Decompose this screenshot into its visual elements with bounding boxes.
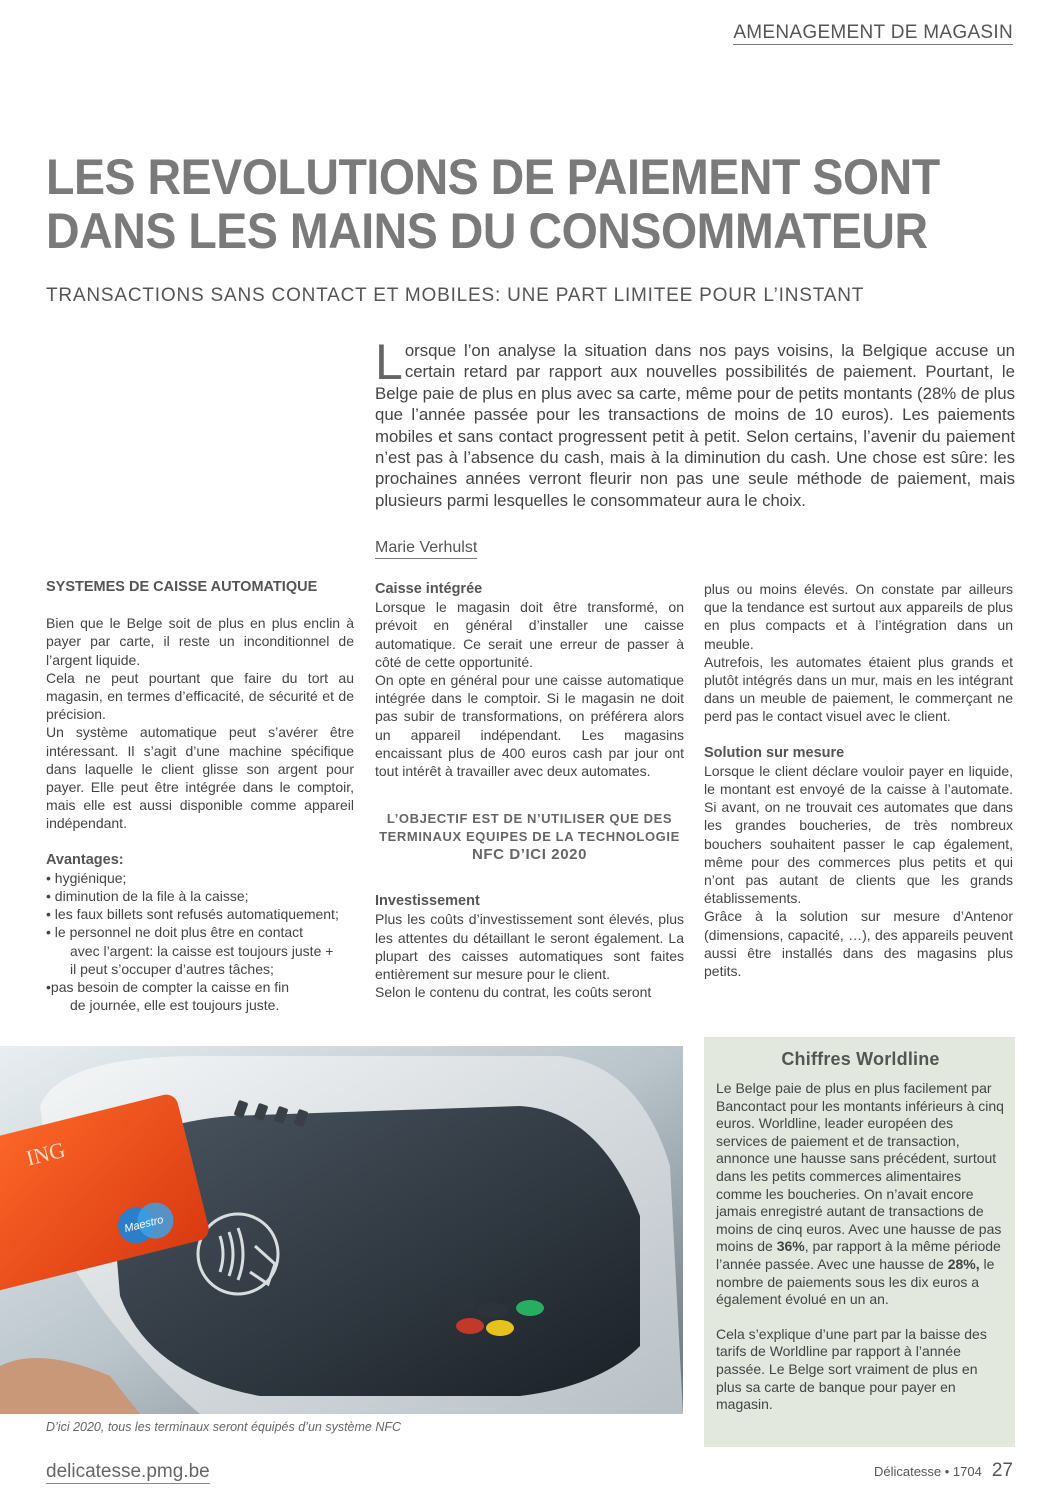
paragraph: Cela ne peut pourtant que faire du tort au magasin, en termes d’efficacité, de sécurité et de précision.: [46, 669, 354, 723]
list-item: • hygiénique;: [46, 869, 127, 886]
magazine-issue: Délicatesse • 1704: [873, 1464, 982, 1479]
paragraph: Bien que le Belge soit de plus en plus enclin à payer par carte, il reste un inconditionnel de l’argent liquide.: [46, 615, 354, 668]
paragraph: Autrefois, les automates étaient plus grands et plutôt intégrés dans un mur, mais en les intégrant dans un meuble de paiement, le commerçant ne perd pas le contact visuel avec le client.: [704, 653, 1013, 725]
list-item: [46, 923, 354, 978]
advantages-heading: Avantages:: [46, 851, 124, 868]
column-2: [375, 580, 684, 1001]
list-item: • diminution de la file à la caisse;: [46, 888, 249, 905]
subheading: Solution sur mesure: [704, 744, 845, 761]
list-item-text: •pas besoin de compter la caisse en fin: [46, 979, 290, 996]
card-bank-text: ING: [23, 1136, 68, 1171]
list-item: [46, 978, 354, 1014]
highlight-28: 28%,: [947, 1255, 980, 1272]
payment-terminal-photo: [0, 1046, 683, 1414]
column-3: [704, 580, 1013, 980]
paragraph: Plus les coûts d’investissement sont élevés, plus les attentes du détaillant le seront également. La plupart des caisses automatiques sont faites entièrement sur mesure pour le client.: [375, 911, 684, 983]
terminal-illustration: [0, 1046, 683, 1414]
lead-paragraph: [375, 334, 1015, 511]
article-title: [46, 150, 957, 258]
paragraph: On opte en général pour une caisse automatique intégrée dans le comptoir. Si le magasin ne doit pas subir de transformations, on préférera alors un appareil indépendant. Les magasins encaissant plus de 400 euros cash par jour ont tout intérêt à travailler avec deux automates.: [375, 672, 684, 780]
lead-text: orsque l’on analyse la situation dans nos pays voisins, la Belgique accuse un certain retard par rapport aux nouvelles possibilités de paiement. Pourtant, le Belge paie de plus en plus avec sa carte, même pour de petits montants (28% de plus que l’année passée pour les transactions de moins de 10 euros). Les paiements mobiles et sans contact progressent petit à petit. Selon certains, l’avenir du paiement n’est pas à l’absence du cash, mais à la diminution du cash. Une chose est sûre: les prochaines années verront fleurir non pas une seule méthode de paiement, mais plusieurs parmi lesquelles le consommateur aura le choix.: [375, 341, 1015, 510]
pull-quote-line: L’OBJECTIF EST DE N’UTILISER QUE DES: [386, 811, 673, 827]
pull-quote-line: TERMINAUX EQUIPES DE LA TECHNOLOGIE: [379, 829, 680, 845]
box-paragraph: Le Belge paie de plus en plus facilement par Bancontact pour les montants inférieurs à cinq euros. Worldline, leader européen des services de paiement et de transaction, annonce une hausse sans précédent, surtout dans les petits commerces alimentaires comme les boucheries. On n’avait encore jamais enregistré autant de transactions de moins de cinq euros. Avec une hausse de pas moins de 36%, par rapport à la même période l’année passée. Avec une hausse de 28%, le nombre de paiements sous les dix euros a également évolué en un an.: [716, 1080, 1004, 1308]
author-byline: Marie Verhulst: [375, 538, 477, 559]
paragraph: Lorsque le client déclare vouloir payer en liquide, le montant est envoyé de la caisse à l’automate. Si avant, on ne trouvait ces automates que dans les grandes boucheries, de très nombreux bouchers souhaitent passer le cap également, même pour des commerces plus petits et qui n’ont pas autant de clients que les grands établissements.: [704, 762, 1013, 907]
paragraph: Lorsque le magasin doit être transformé, on prévoit en général d’installer une caisse automatique. Ce serait une erreur de passer à côté de cette opportunité.: [375, 599, 684, 670]
photo-caption: D’ici 2020, tous les terminaux seront équipés d’un système NFC: [46, 1420, 402, 1434]
advantages-list: [46, 869, 354, 1015]
article-subtitle: TRANSACTIONS SANS CONTACT ET MOBILES: UNE PART LIMITEE POUR L’INSTANT: [46, 285, 865, 306]
drop-cap: L: [375, 334, 403, 390]
section-tag: AMENAGEMENT DE MAGASIN: [733, 22, 1013, 43]
page-footer: [874, 1460, 1013, 1482]
paragraph: Selon le contenu du contrat, les coûts seront: [375, 984, 652, 1001]
list-item: • les faux billets sont refusés automatiquement;: [46, 906, 339, 923]
box-paragraph: Cela s’explique d’une part par la baisse des tarifs de Worldline par rapport à l’année passée. Le Belge sort vraiment de plus en plus sa carte de banque pour payer en magasin.: [716, 1325, 987, 1413]
box-title: Chiffres Worldline: [781, 1049, 940, 1069]
list-item-text: • le personnel ne doit plus être en contact: [46, 924, 304, 941]
pull-quote-line: NFC D’ICI 2020: [471, 846, 588, 864]
section-heading: SYSTEMES DE CAISSE AUTOMATIQUE: [46, 579, 318, 595]
list-item-text: avec l’argent: la caisse est toujours juste +: [70, 942, 334, 959]
column-1: [46, 578, 354, 1014]
card-brand-text: Maestro: [123, 1213, 165, 1236]
subheading: Investissement: [375, 893, 480, 910]
page-number: 27: [991, 1460, 1013, 1481]
title-line-1: LES REVOLUTIONS DE PAIEMENT SONT: [46, 149, 940, 205]
highlight-36: 36%: [776, 1238, 805, 1255]
paragraph: plus ou moins élevés. On constate par ailleurs que la tendance est surtout aux appareils de plus en plus compacts et à l’intégration dans un meuble.: [704, 581, 1013, 652]
worldline-figures-box: [704, 1037, 1015, 1447]
list-item-text: de journée, elle est toujours juste.: [70, 997, 280, 1014]
title-line-2: DANS LES MAINS DU CONSOMMATEUR: [46, 203, 928, 259]
subheading: Caisse intégrée: [375, 581, 483, 597]
paragraph: Un système automatique peut s’avérer être intéressant. Il s’agit d’une machine spécifique dans laquelle le client glisse son argent pour payer. Elle peut être intégrée dans le comptoir, mais elle est aussi disponible comme appareil indépendant.: [46, 724, 354, 832]
website-link[interactable]: delicatesse.pmg.be: [46, 1461, 210, 1482]
pull-quote: [375, 810, 684, 864]
paragraph: Grâce à la solution sur mesure d’Antenor (dimensions, capacité, …), des appareils peuvent aussi être installés dans des magasins plus petits.: [704, 908, 1013, 980]
list-item-text: il peut s’occuper d’autres tâches;: [70, 960, 274, 977]
